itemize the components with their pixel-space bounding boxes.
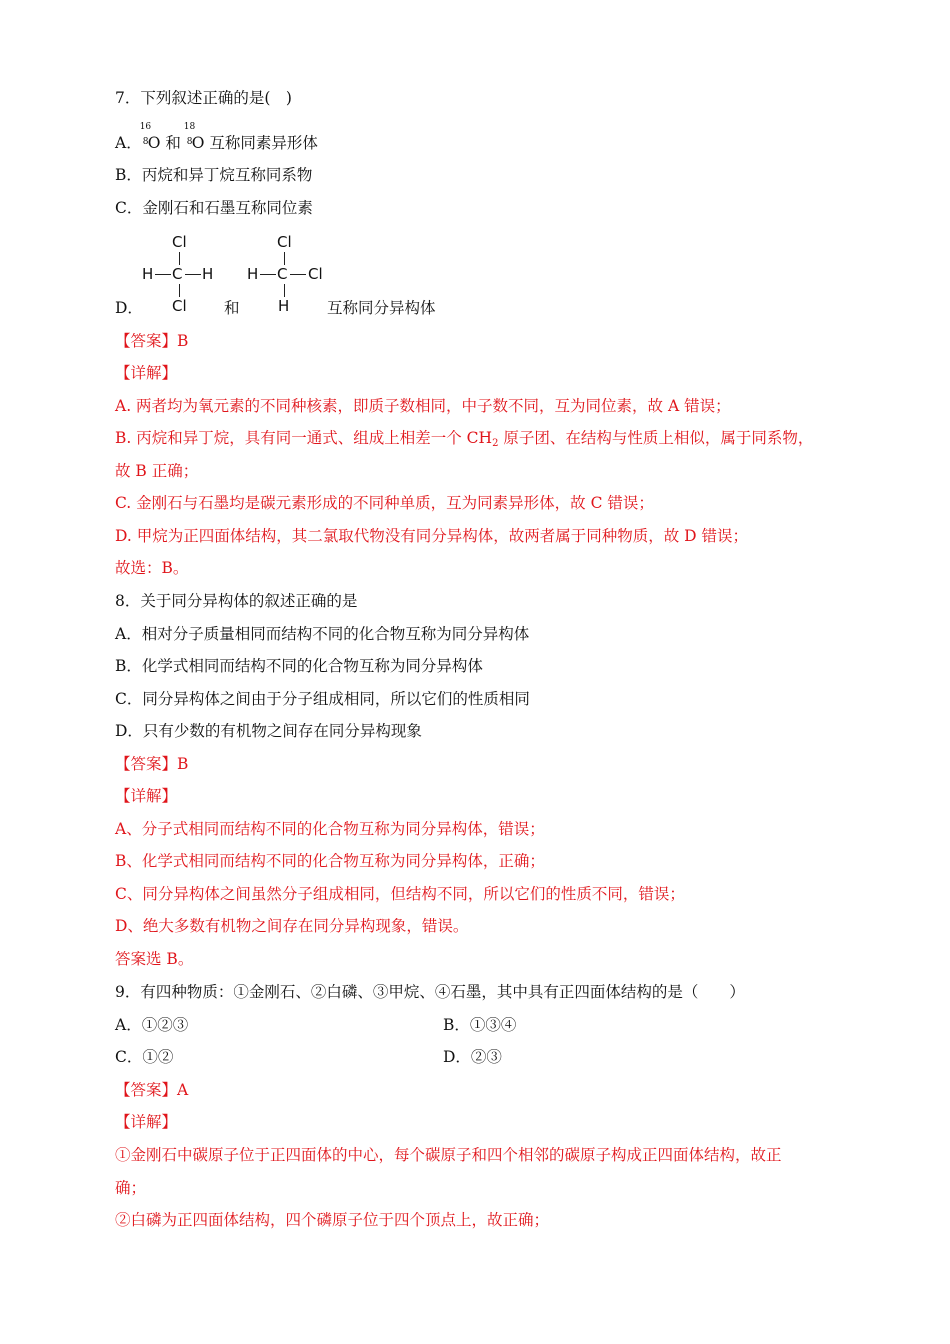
q9-detail-label: 【详解】: [115, 1113, 178, 1131]
q7-option-d-rest: 互称同分异构体: [327, 299, 436, 317]
q7-explanation-d: D. 甲烷为正四面体结构，其二氯取代物没有同分异构体，故两者属于同种物质，故 D 错误；: [115, 527, 749, 545]
mol2-top: Cl: [277, 233, 292, 251]
q8-stem: 8．关于同分异构体的叙述正确的是: [115, 592, 358, 610]
mol1-bottom: Cl: [172, 297, 187, 315]
q7-option-c: C．金刚石和石墨互称同位素: [115, 199, 313, 217]
q7-option-b: B．丙烷和异丁烷互称同系物: [115, 166, 313, 184]
q8-answer-label: 【答案】: [115, 755, 178, 773]
q9-option-b: B．①③④: [443, 1016, 517, 1034]
q9-explanation-1b: 确；: [115, 1179, 147, 1197]
mol2-bottom: H: [278, 297, 290, 315]
mass-number-16: 16: [139, 122, 152, 132]
q8-option-c: C．同分异构体之间由于分子组成相同，所以它们的性质相同: [115, 690, 530, 708]
mass-number-18: 18: [183, 122, 196, 132]
atomic-number-8: 8: [142, 137, 149, 147]
mol1-top: Cl: [172, 233, 187, 251]
mol1-center: C: [172, 265, 183, 283]
q9-option-d: D．②③: [443, 1048, 502, 1066]
q9-answer: [115, 1080, 188, 1100]
q7-explanation-b2: 故 B 正确；: [115, 462, 199, 480]
isotope-o18: [183, 122, 205, 153]
q8-conclusion: 答案选 B。: [115, 950, 194, 968]
q7-answer: [115, 331, 188, 351]
mol2-center: C: [277, 265, 288, 283]
q8-explanation-d: D、绝大多数有机物之间存在同分异构现象，错误。: [115, 917, 469, 935]
q8-answer: [115, 754, 188, 774]
q8-explanation-a: A、分子式相同而结构不同的化合物互称为同分异构体，错误；: [115, 820, 545, 838]
q8-option-a: A．相对分子质量相同而结构不同的化合物互称为同分异构体: [115, 625, 530, 643]
q8-option-d: D．只有少数的有机物之间存在同分异构现象: [115, 722, 422, 740]
mol1-bond-top: [179, 252, 180, 265]
q7-option-a-prefix: A．: [115, 134, 142, 152]
mol1-right: H: [202, 265, 214, 283]
q9-stem: 9．有四种物质：①金刚石、②白磷、③甲烷、④石墨，其中具有正四面体结构的是（ ）: [115, 983, 745, 1001]
q8-option-b: B．化学式相同而结构不同的化合物互称为同分异构体: [115, 657, 483, 675]
mol2-bond-right: [290, 274, 306, 275]
q7-option-a-rest: 互称同素异形体: [204, 134, 318, 152]
q7-answer-label: 【答案】: [115, 332, 178, 350]
q7-explanation-c: C. 金刚石与石墨均是碳元素形成的不同种单质，互为同素异形体，故 C 错误；: [115, 494, 654, 512]
q7-answer-value: B: [177, 332, 189, 350]
q8-detail-label: 【详解】: [115, 787, 178, 805]
q7-stem: 7．下列叙述正确的是( ): [115, 89, 292, 107]
q9-option-a: A．①②③: [115, 1016, 189, 1034]
q8-explanation-b: B、化学式相同而结构不同的化合物互称为同分异构体，正确；: [115, 852, 545, 870]
q9-answer-label: 【答案】: [115, 1081, 178, 1099]
q7-option-a: [115, 122, 318, 153]
q7-option-d-and: 和: [224, 299, 240, 317]
mol2-right: Cl: [308, 265, 323, 283]
element-o: O: [147, 134, 161, 152]
q9-explanation-2: ②白磷为正四面体结构，四个磷原子位于四个顶点上，故正确；: [115, 1211, 550, 1229]
mol1-left: H: [142, 265, 154, 283]
mol1-bond-right: [185, 274, 201, 275]
atomic-number-8b: 8: [186, 137, 193, 147]
element-o-2: O: [191, 134, 205, 152]
mol2-left: H: [247, 265, 259, 283]
mol2-bond-bottom: [284, 284, 285, 297]
isotope-o16: [139, 122, 161, 153]
q7-exp-b-pre: B. 丙烷和异丁烷，具有同一通式、组成上相差一个 CH: [115, 429, 493, 447]
q9-answer-value: A: [177, 1081, 189, 1099]
q7-and: 和: [160, 134, 186, 152]
mol2-bond-left: [260, 274, 276, 275]
q7-exp-b-post: 原子团、在结构与性质上相似，属于同系物，: [498, 429, 814, 447]
mol1-bond-left: [155, 274, 171, 275]
q7-explanation-a: A. 两者均为氧元素的不同种核素，即质子数相同，中子数不同，互为同位素，故 A 错误；: [115, 397, 731, 415]
q7-exp-b-sub: 2: [492, 438, 499, 449]
q8-answer-value: B: [177, 755, 189, 773]
mol2-bond-top: [284, 252, 285, 265]
q9-option-c: C．①②: [115, 1048, 174, 1066]
q9-explanation-1: ①金刚石中碳原子位于正四面体的中心，每个碳原子和四个相邻的碳原子构成正四面体结构，故正: [115, 1146, 782, 1164]
q7-conclusion: 故选：B。: [115, 559, 189, 577]
q7-option-d-prefix: D．: [115, 299, 143, 317]
q7-detail-label: 【详解】: [115, 364, 178, 382]
mol1-bond-bottom: [179, 284, 180, 297]
q8-explanation-c: C、同分异构体之间虽然分子组成相同，但结构不同，所以它们的性质不同，错误；: [115, 885, 685, 903]
q7-explanation-b: [115, 428, 813, 454]
